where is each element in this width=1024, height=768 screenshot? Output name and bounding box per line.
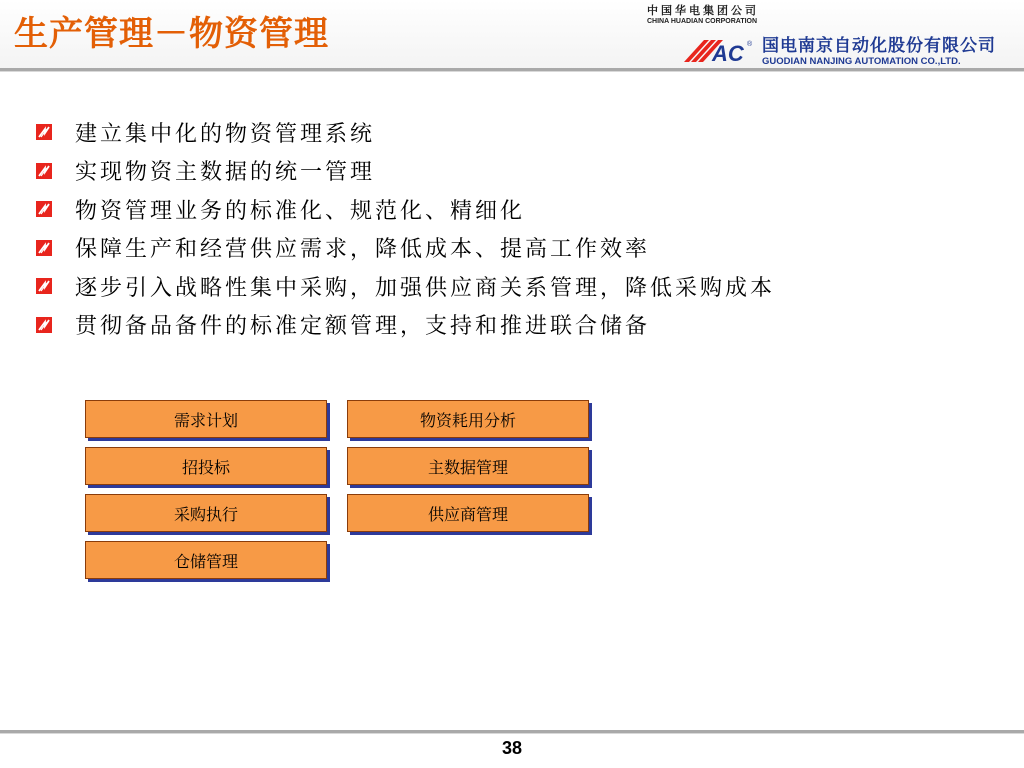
sac-name-en: GUODIAN NANJING AUTOMATION CO.,LTD. — [762, 56, 961, 67]
sac-logo-icon — [682, 36, 760, 66]
bullet-arrow-icon — [36, 278, 52, 294]
bullet-list — [36, 113, 775, 344]
bullet-item — [36, 190, 775, 229]
huadian-logo — [647, 4, 797, 26]
bullet-arrow-icon — [36, 163, 52, 179]
sac-name-cn: 国电南京自动化股份有限公司 — [762, 36, 996, 56]
huadian-name-en: CHINA HUADIAN CORPORATION — [647, 18, 758, 25]
svg-text:®: ® — [747, 41, 753, 48]
sac-company-name — [762, 36, 996, 67]
module-bidding: 招投标 — [85, 447, 327, 485]
bullet-text: 逐步引入战略性集中采购，加强供应商关系管理，降低采购成本 — [75, 275, 776, 301]
bullet-text: 建立集中化的物资管理系统 — [75, 121, 376, 147]
huadian-name-cn: 中国华电集团公司 — [647, 4, 759, 17]
header-divider-light — [0, 71, 1024, 72]
bullet-item — [36, 229, 775, 268]
svg-text:AC: AC — [712, 41, 744, 66]
bullet-arrow-icon — [36, 124, 52, 140]
bullet-item — [36, 113, 775, 152]
bullet-item — [36, 306, 775, 345]
module-master-data-management: 主数据管理 — [347, 447, 589, 485]
bullet-arrow-icon — [36, 317, 52, 333]
bullet-text: 物资管理业务的标准化、规范化、精细化 — [75, 198, 526, 224]
bullet-item — [36, 267, 775, 306]
bullet-arrow-icon — [36, 201, 52, 217]
module-demand-plan: 需求计划 — [85, 400, 327, 438]
module-supplier-management: 供应商管理 — [347, 494, 589, 532]
module-material-consumption-analysis: 物资耗用分析 — [347, 400, 589, 438]
page-number: 38 — [501, 738, 523, 758]
footer-divider-light — [0, 733, 1024, 734]
bullet-text: 保障生产和经营供应需求，降低成本、提高工作效率 — [75, 237, 651, 263]
slide-header — [0, 0, 1024, 70]
bullet-text: 贯彻备品备件的标准定额管理，支持和推进联合储备 — [75, 314, 651, 340]
module-warehouse-management: 仓储管理 — [85, 541, 327, 579]
bullet-item — [36, 152, 775, 191]
slide-title: 生产管理－物资管理 — [14, 14, 329, 54]
module-procurement-execution: 采购执行 — [85, 494, 327, 532]
bullet-arrow-icon — [36, 240, 52, 256]
bullet-text: 实现物资主数据的统一管理 — [75, 160, 376, 186]
